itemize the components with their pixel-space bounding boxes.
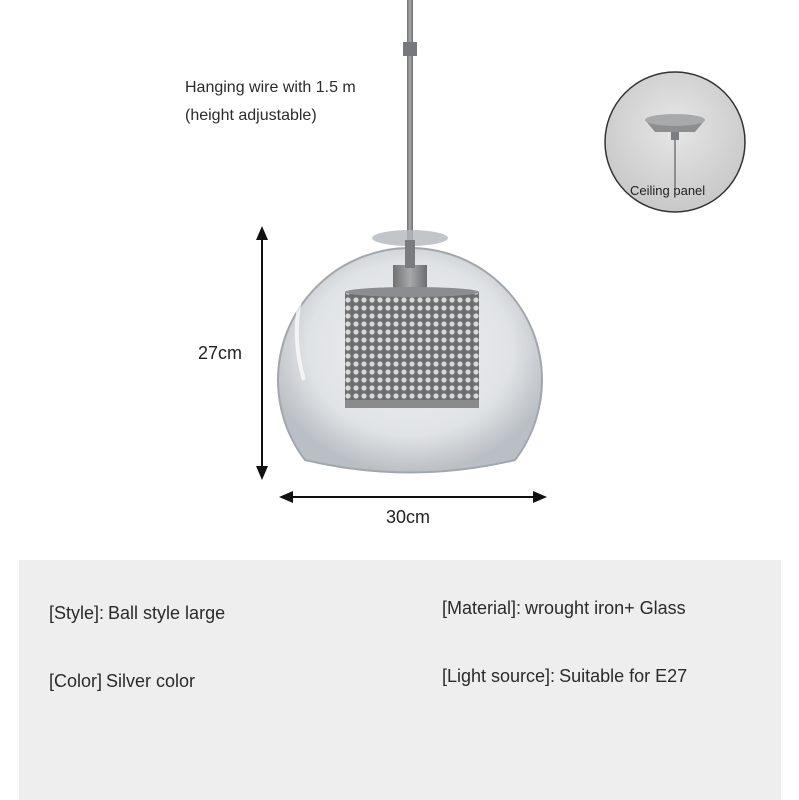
height-dimension-arrow xyxy=(256,226,268,480)
width-dimension-arrow xyxy=(279,491,547,503)
spec-material xyxy=(442,598,686,619)
spec-color xyxy=(49,671,195,692)
spec-light-source-key: [Light source]: xyxy=(442,666,556,686)
spec-light-source-value: Suitable for E27 xyxy=(559,666,688,686)
spec-color-key: [Color] xyxy=(49,671,103,691)
hanging-rod xyxy=(407,0,413,240)
height-label: 27cm xyxy=(198,343,243,363)
wire-note-line2: (height adjustable) xyxy=(185,107,317,124)
spec-style-value: Ball style large xyxy=(108,603,226,623)
spec-color-value: Silver color xyxy=(106,671,196,691)
spec-material-key: [Material]: xyxy=(442,598,522,618)
rod-coupler xyxy=(403,42,417,56)
mesh-shade xyxy=(345,287,479,408)
wire-note-line1: Hanging wire with 1.5 m xyxy=(185,79,356,96)
wire-note xyxy=(185,74,356,130)
spec-panel xyxy=(19,560,781,800)
spec-style xyxy=(49,603,225,624)
spec-style-key: [Style]: xyxy=(49,603,105,623)
spec-light-source xyxy=(442,666,687,687)
spec-material-value: wrought iron+ Glass xyxy=(525,598,686,618)
ceiling-panel-label: Ceiling panel xyxy=(630,183,706,198)
width-label: 30cm xyxy=(386,507,431,527)
